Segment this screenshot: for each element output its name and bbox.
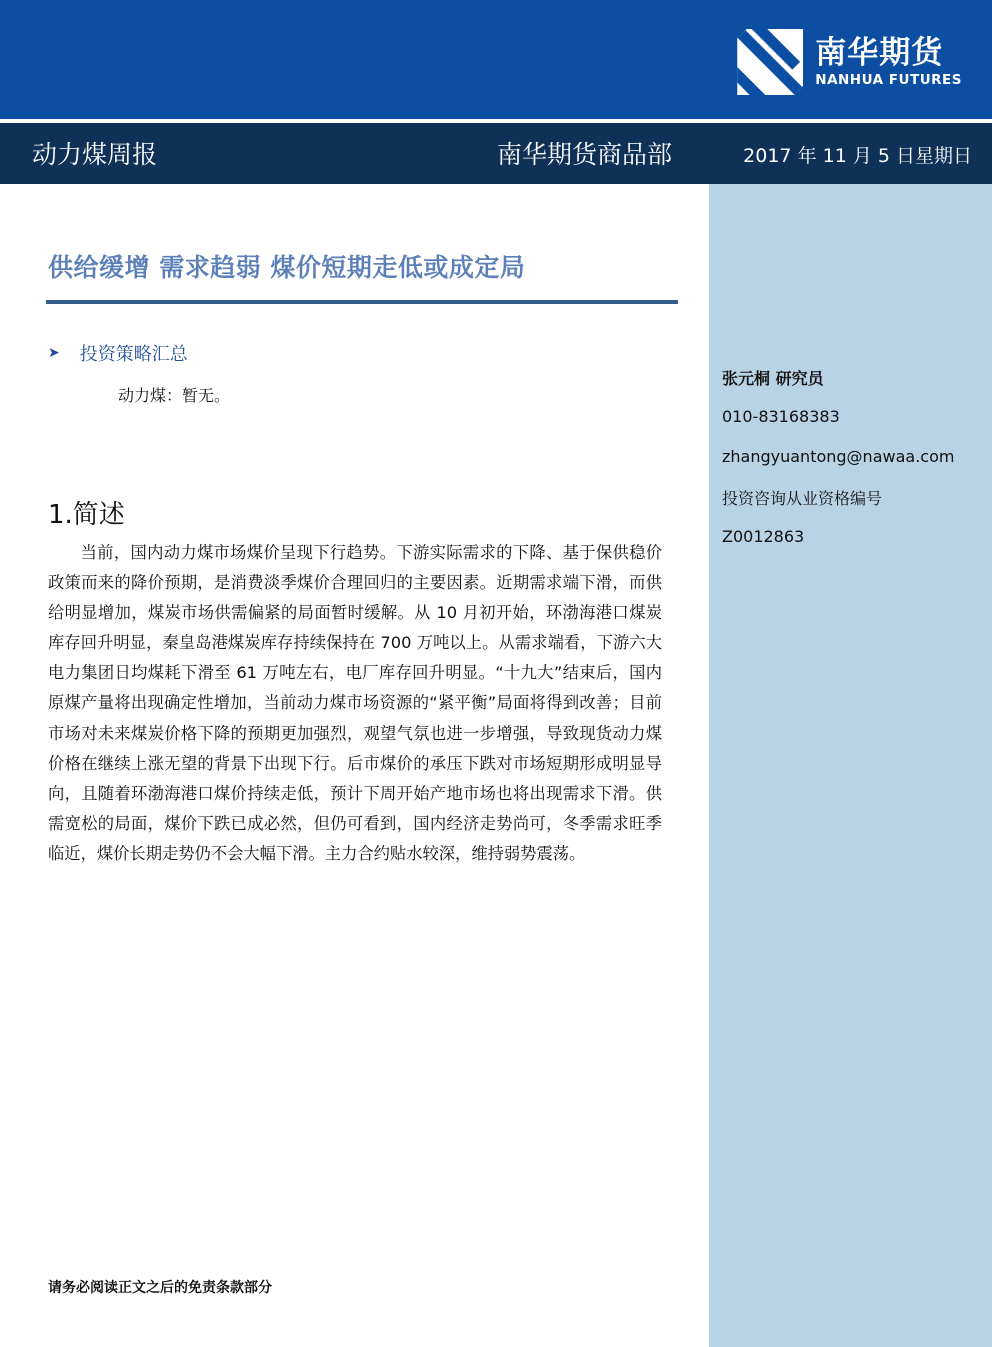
nanhua-logo-icon bbox=[737, 29, 803, 95]
strategy-text: 动力煤：暂无。 bbox=[118, 386, 231, 405]
arrow-bullet-icon: ➤ bbox=[48, 345, 60, 361]
title-bar bbox=[0, 123, 992, 184]
report-headline: 供给缓增 需求趋弱 煤价短期走低或成定局 bbox=[48, 253, 526, 282]
certification-label: 投资咨询从业资格编号 bbox=[722, 489, 883, 508]
company-logo bbox=[737, 26, 962, 98]
department-name: 南华期货商品部 bbox=[497, 140, 673, 169]
analyst-phone: 010-83168383 bbox=[722, 407, 840, 426]
logo-name-cn: 南华期货 bbox=[815, 35, 944, 71]
analyst-email[interactable]: zhangyuantong@nawaa.com bbox=[722, 447, 955, 466]
header-band bbox=[0, 0, 992, 119]
section-heading: 1.简述 bbox=[48, 500, 125, 530]
report-name: 动力煤周报 bbox=[32, 140, 158, 169]
analyst-sidebar bbox=[709, 184, 992, 1347]
strategy-heading bbox=[48, 340, 188, 366]
strategy-heading-text: 投资策略汇总 bbox=[79, 344, 188, 365]
logo-name-en: NANHUA FUTURES bbox=[815, 72, 962, 88]
body-paragraph: 当前，国内动力煤市场煤价呈现下行趋势。下游实际需求的下降、基于保供稳价政策而来的降价预期，是消费淡季煤价合理回归的主要因素。近期需求端下滑，而供给明显增加，煤炭市场供需偏紧的局面暂时缓解。从 10 月初开始，环渤海港口煤炭库存回升明显，秦皇岛港煤炭库存持续保持在 700 万吨以上。从需求端看，下游六大电力集团日均煤耗下滑至 61 万吨左右，电厂库存回升明显。“十九大”结束后，国内原煤产量将出现确定性增加，当前动力煤市场资源的“紧平衡”局面将得到改善；目前市场对未来煤炭价格下降的预期更加强烈，观望气氛也进一步增强，导致现货动力煤价格在继续上涨无望的背景下出现下行。后市煤价的承压下跌对市场短期形成明显导向，且随着环渤海港口煤价持续走低，预计下周开始产地市场也将出现需求下滑。供需宽松的局面，煤价下跌已成必然，但仍可看到，国内经济走势尚可，冬季需求旺季临近，煤价长期走势仍不会大幅下滑。主力合约贴水较深，维持弱势震荡。 bbox=[48, 543, 662, 863]
report-date: 2017 年 11 月 5 日星期日 bbox=[743, 145, 972, 167]
certification-number: Z0012863 bbox=[722, 527, 805, 546]
disclaimer-note: 请务必阅读正文之后的免责条款部分 bbox=[48, 1280, 272, 1296]
analyst-name: 张元桐 研究员 bbox=[722, 369, 824, 388]
headline-divider bbox=[46, 300, 678, 304]
